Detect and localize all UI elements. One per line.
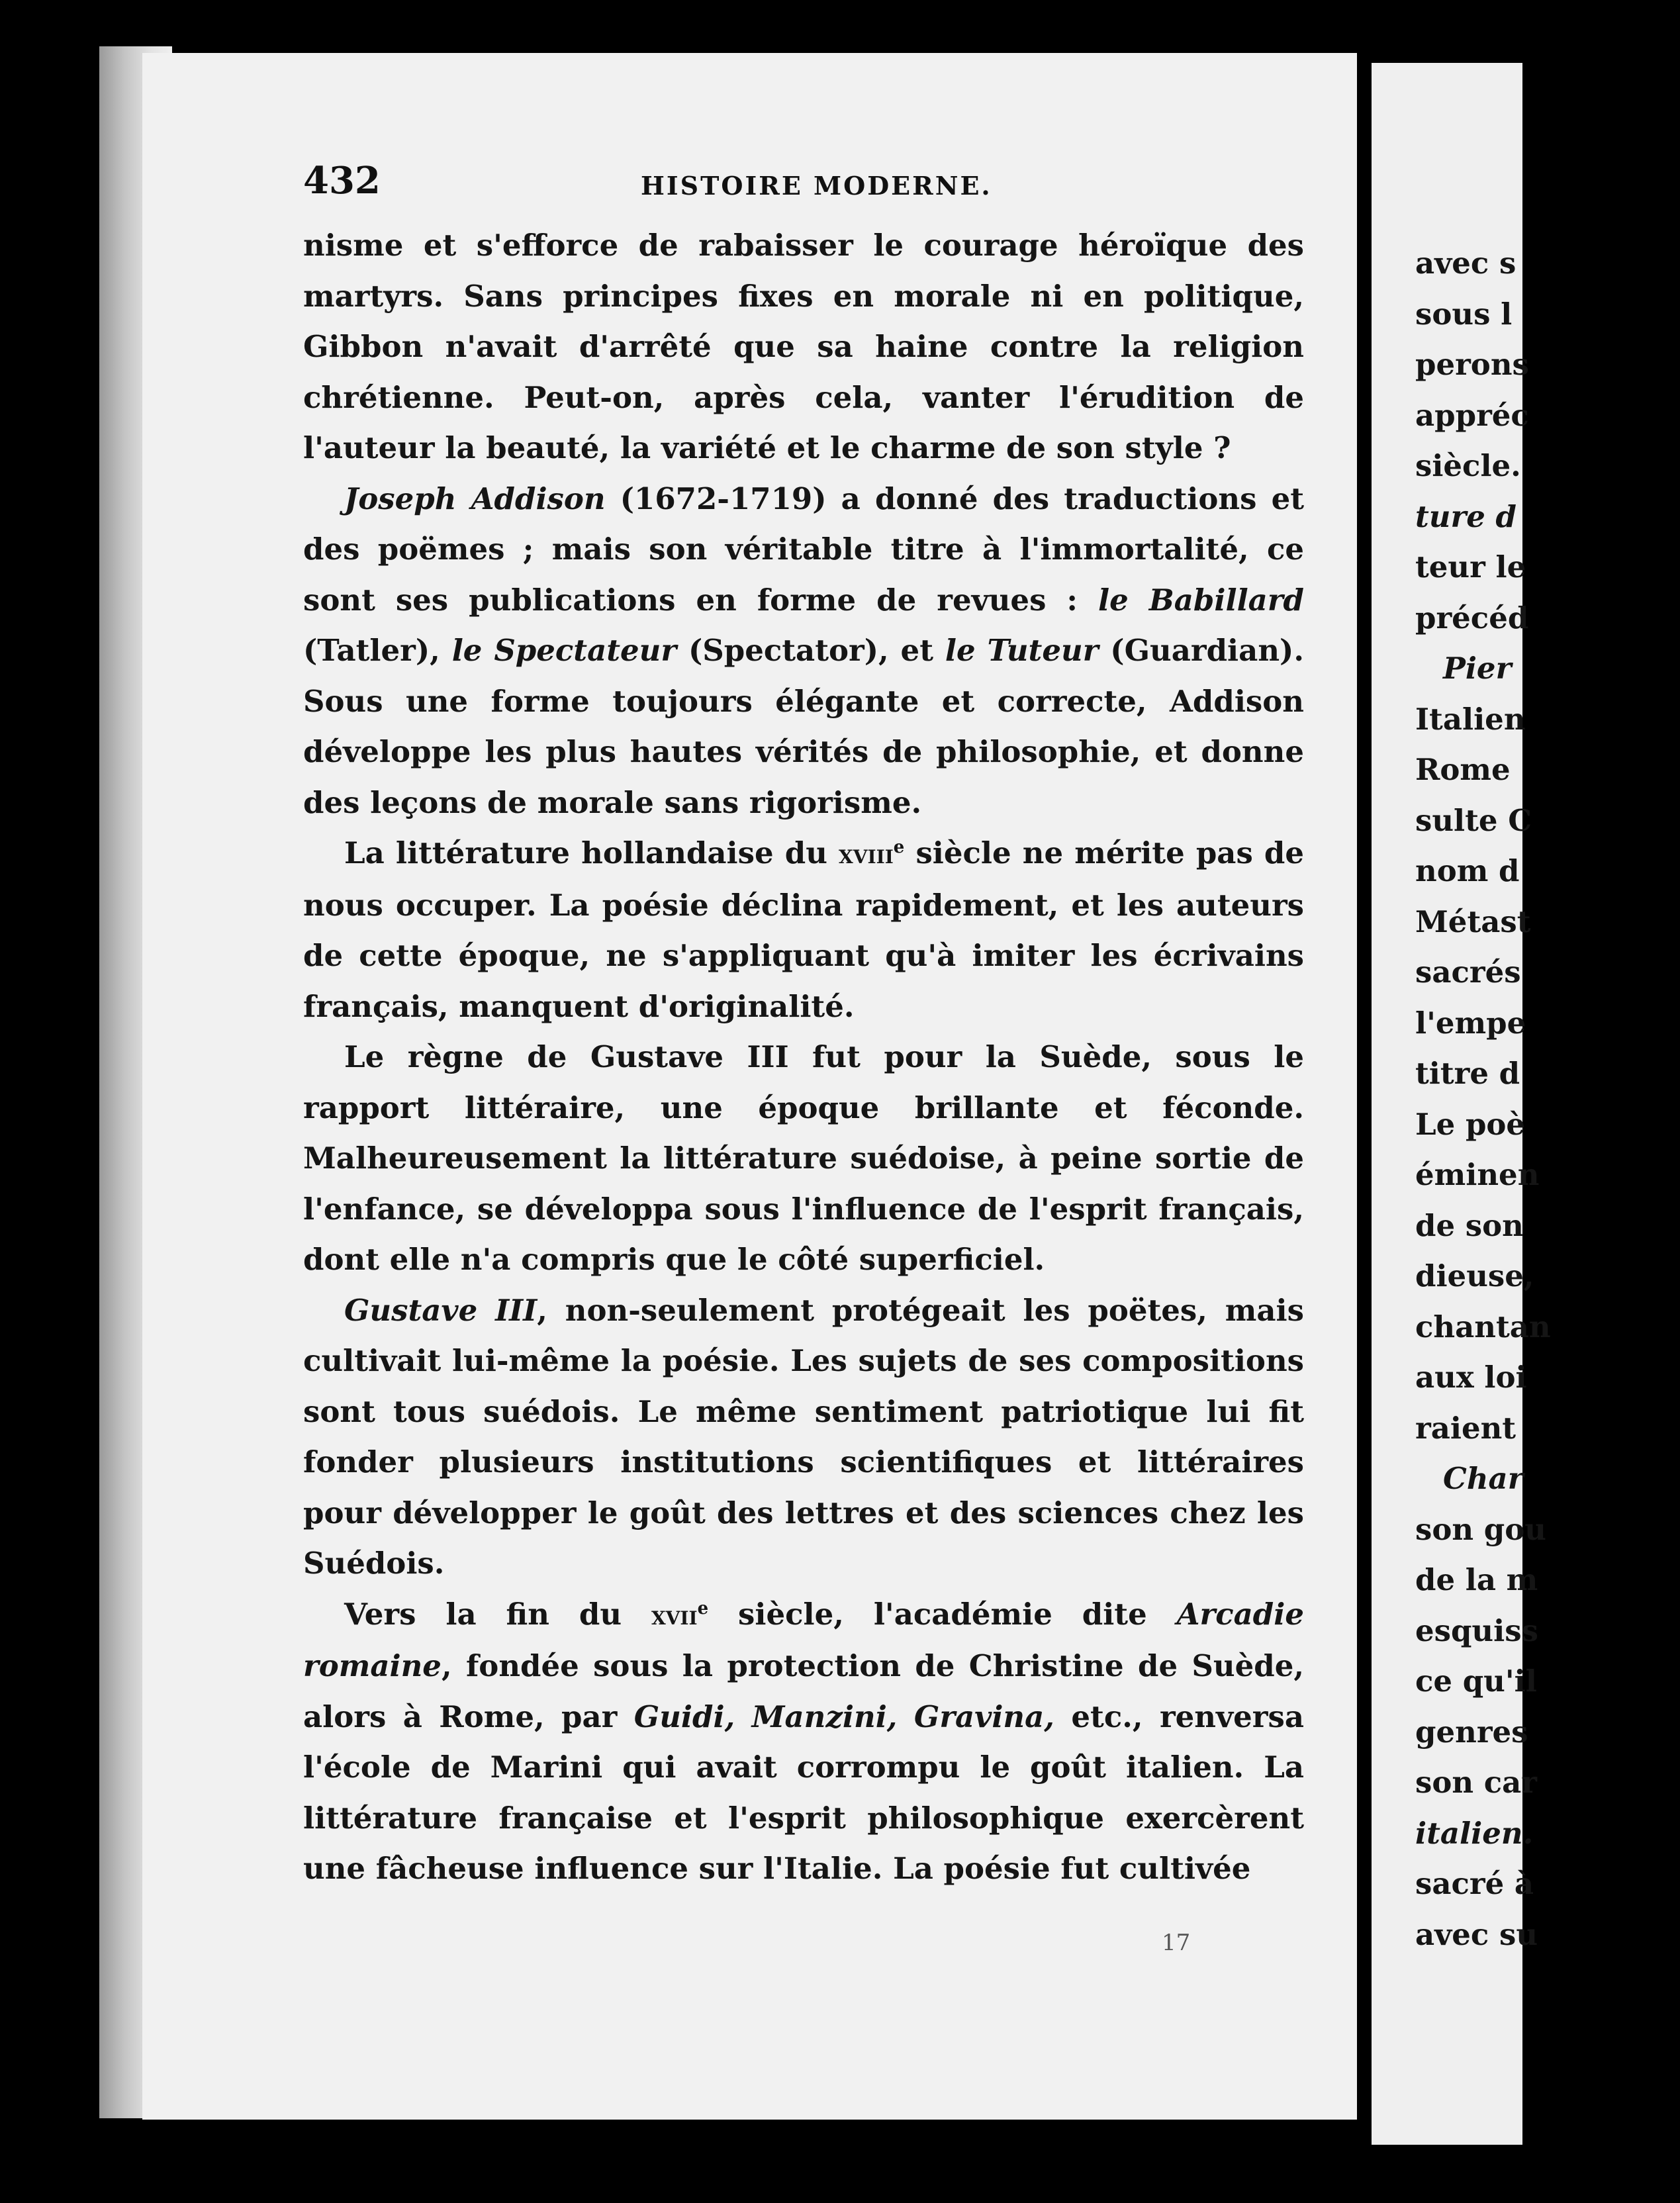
right-page-line: genres bbox=[1415, 1714, 1528, 1750]
century-numeral: xviii bbox=[839, 839, 894, 870]
title-babillard: le Babillard bbox=[1098, 582, 1304, 618]
author-name-gustave: Gustave III bbox=[344, 1292, 537, 1328]
right-page-line: l'empe bbox=[1415, 1005, 1526, 1041]
paragraph-6-text-d: etc., renversa l'école de Marini qui avait corrompu le goût italien. La littérature française et l'esprit philosophique exercèrent une fâcheuse influence sur l'Italie. La poésie fut cultivée bbox=[303, 1699, 1304, 1886]
paragraph-6-text-c: , fondée sous la protection de Christine de Suède, alors à Rome, par bbox=[303, 1648, 1304, 1734]
century-superscript: e bbox=[697, 1598, 709, 1618]
paragraph-2 bbox=[303, 474, 1304, 829]
title-tuteur: le Tuteur bbox=[945, 633, 1099, 668]
right-page-line: Rome bbox=[1415, 752, 1511, 787]
paragraph-5 bbox=[303, 1286, 1304, 1589]
right-page-line: esquiss bbox=[1415, 1613, 1538, 1648]
right-page-line: ture d bbox=[1415, 498, 1517, 534]
century-numeral: xvii bbox=[651, 1599, 698, 1631]
right-page-line: aux loi bbox=[1415, 1360, 1527, 1395]
right-page-line: éminen bbox=[1415, 1157, 1540, 1192]
right-page-line: sulte C bbox=[1415, 802, 1532, 838]
title-arcadie-romaine: Arcadie romaine bbox=[303, 1596, 1304, 1683]
right-page-line: de son bbox=[1415, 1207, 1524, 1243]
paragraph-1: nisme et s'efforce de rabaisser le courage héroïque des martyrs. Sans principes fixes en morale ni en politique, Gibbon n'avait d'arrêté que sa haine contre la religion chrétienne. Peut-on, après cela, vanter l'érudition de l'auteur la beauté, la variété et le charme de son style ? bbox=[303, 228, 1304, 465]
right-page-line: dieuse, bbox=[1415, 1258, 1534, 1293]
right-page-line: ce qu'il bbox=[1415, 1664, 1537, 1699]
author-name-addison: Joseph Addison bbox=[344, 481, 606, 516]
right-page-line: de la m bbox=[1415, 1562, 1538, 1597]
page-text bbox=[303, 220, 1304, 1895]
paragraph-6-text-b: siècle, l'académie dite bbox=[708, 1596, 1177, 1632]
right-page-line: titre d bbox=[1415, 1056, 1520, 1091]
right-page-line: avec su bbox=[1415, 1916, 1538, 1952]
right-page-line: Le poè bbox=[1415, 1106, 1526, 1142]
right-page-line: sacrés bbox=[1415, 955, 1521, 990]
paragraph-2-text-d: (Guardian). Sous une forme toujours élégante et correcte, Addison développe les plus hautes vérités de philosophie, et donne des leçons de morale sans rigorisme. bbox=[303, 633, 1304, 820]
paragraph-5-text: , non-seulement protégeait les poëtes, mais cultivait lui-même la poésie. Les sujets de ses compositions sont tous suédois. Le même sentiment patriotique lui fit fonder plusieurs institutions scientifiques et littéraires pour développer le goût des lettres et des sciences chez les Suédois. bbox=[303, 1292, 1304, 1581]
paragraph-3-text-b: siècle ne mérite pas de nous occuper. La poésie déclina rapidement, et les auteurs de cette époque, ne s'appliquant qu'à imiter les écrivains français, manquent d'originalité. bbox=[303, 835, 1304, 1024]
right-page-text bbox=[1415, 238, 1680, 1960]
running-title: HISTOIRE MODERNE. bbox=[641, 171, 992, 201]
page-header bbox=[303, 159, 1303, 212]
right-page-line: avec s bbox=[1415, 246, 1517, 281]
right-page-line: son gou bbox=[1415, 1511, 1546, 1547]
paragraph-3 bbox=[303, 828, 1304, 1032]
right-page-line: Italien bbox=[1415, 701, 1526, 737]
paragraph-6-text-a: Vers la fin du bbox=[344, 1596, 651, 1632]
right-page-line: appréc bbox=[1415, 397, 1529, 433]
author-names-italian: Guidi, Manzini, Gravina, bbox=[633, 1699, 1054, 1734]
right-page-line: précéd bbox=[1415, 600, 1529, 635]
right-page-line: teur le bbox=[1415, 549, 1526, 585]
paragraph-6 bbox=[303, 1589, 1304, 1895]
paragraph-2-text-c: (Spectator), et bbox=[677, 633, 945, 668]
right-page-line: chantan bbox=[1415, 1309, 1551, 1344]
paragraph-4: Le règne de Gustave III fut pour la Suède, sous le rapport littéraire, une époque brillante et féconde. Malheureusement la littérature suédoise, à peine sortie de l'enfance, se développa sous l'influence de l'esprit français, dont elle n'a compris que le côté superficiel. bbox=[303, 1039, 1304, 1277]
paragraph-2-text-b: (Tatler), bbox=[303, 633, 452, 668]
page-number: 432 bbox=[303, 159, 381, 203]
right-page-line: Char bbox=[1443, 1461, 1524, 1496]
right-page-line: siècle. bbox=[1415, 448, 1521, 483]
century-superscript: e bbox=[893, 837, 905, 857]
right-page-line: nom d bbox=[1415, 853, 1520, 888]
right-page-line: son car bbox=[1415, 1765, 1537, 1800]
signature-mark: 17 bbox=[1162, 1930, 1191, 1956]
right-page-line: perons bbox=[1415, 347, 1529, 382]
right-page-line: sacré à bbox=[1415, 1866, 1534, 1901]
right-page-line: raient bbox=[1415, 1410, 1517, 1446]
right-page-line: Pier bbox=[1443, 651, 1512, 686]
paragraph-3-text-a: La littérature hollandaise du bbox=[344, 835, 839, 870]
right-page-line: italien. bbox=[1415, 1815, 1534, 1851]
title-spectateur: le Spectateur bbox=[451, 633, 677, 668]
right-page-line: sous l bbox=[1415, 296, 1513, 332]
paragraph-2-text-a: (1672-1719) a donné des traductions et des poëmes ; mais son véritable titre à l'immortalité, ce sont ses publications en forme de revues : bbox=[303, 481, 1304, 618]
right-page-line: Métast bbox=[1415, 904, 1531, 939]
